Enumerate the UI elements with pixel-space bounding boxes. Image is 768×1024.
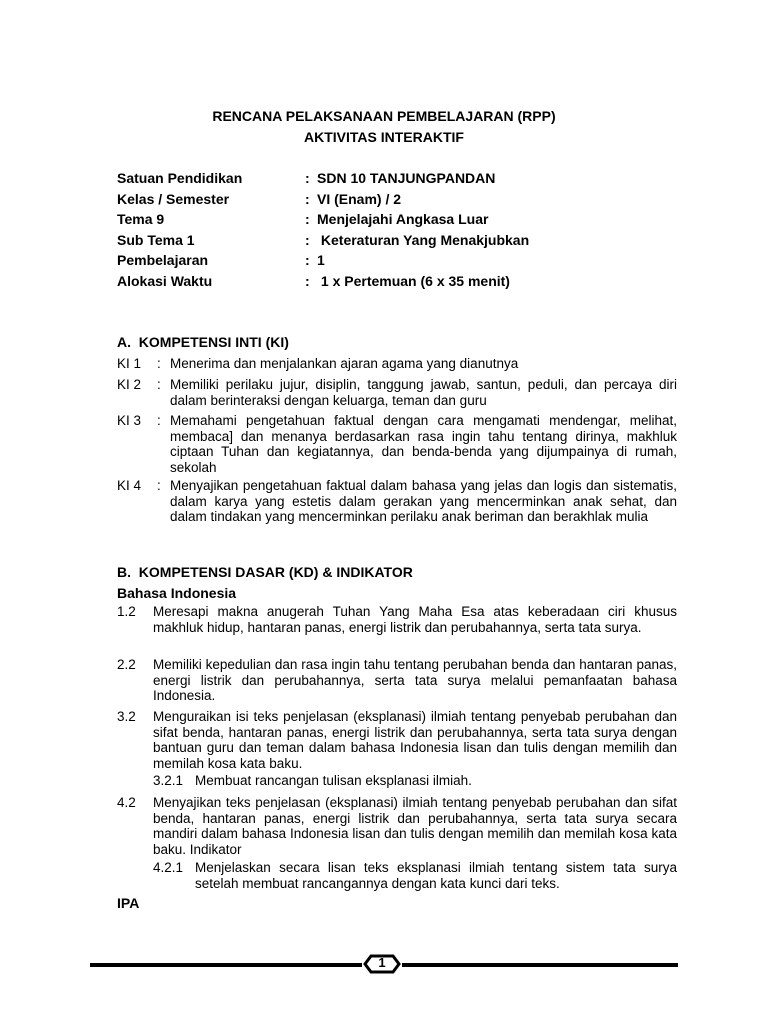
kd-number: 2.2 xyxy=(117,657,136,672)
document-title: RENCANA PELAKSANAAN PEMBELAJARAN (RPP) xyxy=(212,108,556,124)
info-label: Sub Tema 1 xyxy=(117,232,195,248)
info-colon: : xyxy=(305,273,310,289)
ki-text: Memiliki perilaku jujur, disiplin, tanggung jawab, santun, peduli, dan percaya diri dalam berinteraksi dengan keluarga, teman dan guru xyxy=(170,377,677,408)
indicator-text: Membuat rancangan tulisan eksplanasi ilmiah. xyxy=(195,773,472,788)
footer-rule-right xyxy=(402,963,678,967)
info-colon: : xyxy=(305,211,310,227)
info-colon: : xyxy=(305,170,310,186)
kd-item xyxy=(117,604,677,635)
ki-text: Menyajikan pengetahuan faktual dalam bahasa yang jelas dan logis dan sistematis, dalam karya yang estetis dalam gerakan yang mencerminkan anak sehat, dan dalam tindakan yang mencerminkan perilaku anak beriman dan berakhlak mulia xyxy=(170,478,677,524)
info-label: Satuan Pendidikan xyxy=(117,170,243,186)
info-colon: : xyxy=(305,232,310,248)
ki-code: KI 4 xyxy=(117,478,142,493)
kd-item xyxy=(117,657,677,704)
ki-text: Menerima dan menjalankan ajaran agama yang dianutnya xyxy=(170,356,519,371)
subject-heading-ipa: IPA xyxy=(117,895,140,911)
ki-code: KI 1 xyxy=(117,356,142,371)
ki-colon: : xyxy=(157,413,161,428)
info-value: Menjelajahi Angkasa Luar xyxy=(317,211,489,227)
info-value: SDN 10 TANJUNGPANDAN xyxy=(317,170,496,186)
kd-text: Menyajikan teks penjelasan (eksplanasi) ilmiah tentang penyebab perubahan dan sifat benda, hantaran panas, energi listrik dan perubahannya, serta tata surya secara mandiri dalam bahasa Indonesia lisan dan tulis dengan memilih dan memilah kosa kata baku. Indikator xyxy=(153,795,677,857)
info-value: 1 xyxy=(317,252,325,268)
kd-number: 3.2 xyxy=(117,709,136,724)
indicator-number: 4.2.1 xyxy=(153,860,184,875)
kd-number: 4.2 xyxy=(117,795,136,810)
kd-text: Memiliki kepedulian dan rasa ingin tahu tentang perubahan benda dan hantaran panas, energi listrik dan perubahannya, serta tata surya melalui pemanfaatan bahasa Indonesia. xyxy=(153,657,677,703)
ki-colon: : xyxy=(157,377,161,392)
info-value: 1 x Pertemuan (6 x 35 menit) xyxy=(317,273,510,289)
ki-code: KI 3 xyxy=(117,413,142,428)
section-b-heading: B. KOMPETENSI DASAR (KD) & INDIKATOR xyxy=(117,564,413,580)
info-value: VI (Enam) / 2 xyxy=(317,191,402,207)
kd-item xyxy=(117,795,677,857)
kd-text: Menguraikan isi teks penjelasan (eksplanasi) ilmiah tentang penyebab perubahan dan sifat benda, hantaran panas, energi listrik dan perubahannya, serta tata surya dengan bantuan guru dan teman dalam bahasa Indonesia lisan dan tulis dengan memilih dan memilah kosa kata baku. xyxy=(153,709,677,771)
indicator-number: 3.2.1 xyxy=(153,773,184,788)
subject-heading-bahasa-indonesia: Bahasa Indonesia xyxy=(117,585,237,601)
ki-item xyxy=(117,377,677,408)
info-label: Alokasi Waktu xyxy=(117,273,213,289)
indicator-item xyxy=(153,860,677,891)
section-a-heading: A. KOMPETENSI INTI (KI) xyxy=(117,334,289,350)
info-label: Kelas / Semester xyxy=(117,191,230,207)
ki-item xyxy=(117,413,677,475)
ki-code: KI 2 xyxy=(117,377,142,392)
kd-text: Meresapi makna anugerah Tuhan Yang Maha Esa atas keberadaan ciri khusus makhluk hidup, hantaran panas, energi listrik dan perubahannya, serta tata surya. xyxy=(153,604,677,635)
ki-item xyxy=(117,356,677,372)
kd-item xyxy=(117,709,677,771)
info-value: Keteraturan Yang Menakjubkan xyxy=(317,232,530,248)
kd-number: 1.2 xyxy=(117,604,136,619)
info-colon: : xyxy=(305,252,310,268)
ki-colon: : xyxy=(157,356,161,371)
ki-colon: : xyxy=(157,478,161,493)
info-label: Tema 9 xyxy=(117,211,165,227)
footer-rule-left xyxy=(90,963,362,967)
ki-item xyxy=(117,478,677,525)
indicator-text: Menjelaskan secara lisan teks eksplanasi ilmiah tentang sistem tata surya setelah membuat rancangannya dengan kata kunci dari teks. xyxy=(195,860,677,891)
document-subtitle: AKTIVITAS INTERAKTIF xyxy=(304,129,464,145)
info-label: Pembelajaran xyxy=(117,252,209,268)
ki-text: Memahami pengetahuan faktual dengan cara mengamati mendengar, melihat, membaca] dan menanya berdasarkan rasa ingin tahu tentang dirinya, makhluk ciptaan Tuhan dan kegiatannya, dan benda-benda yang dijumpainya di rumah, sekolah xyxy=(170,413,677,475)
indicator-item xyxy=(153,773,677,789)
page-number: 1 xyxy=(378,955,386,970)
info-colon: : xyxy=(305,191,310,207)
